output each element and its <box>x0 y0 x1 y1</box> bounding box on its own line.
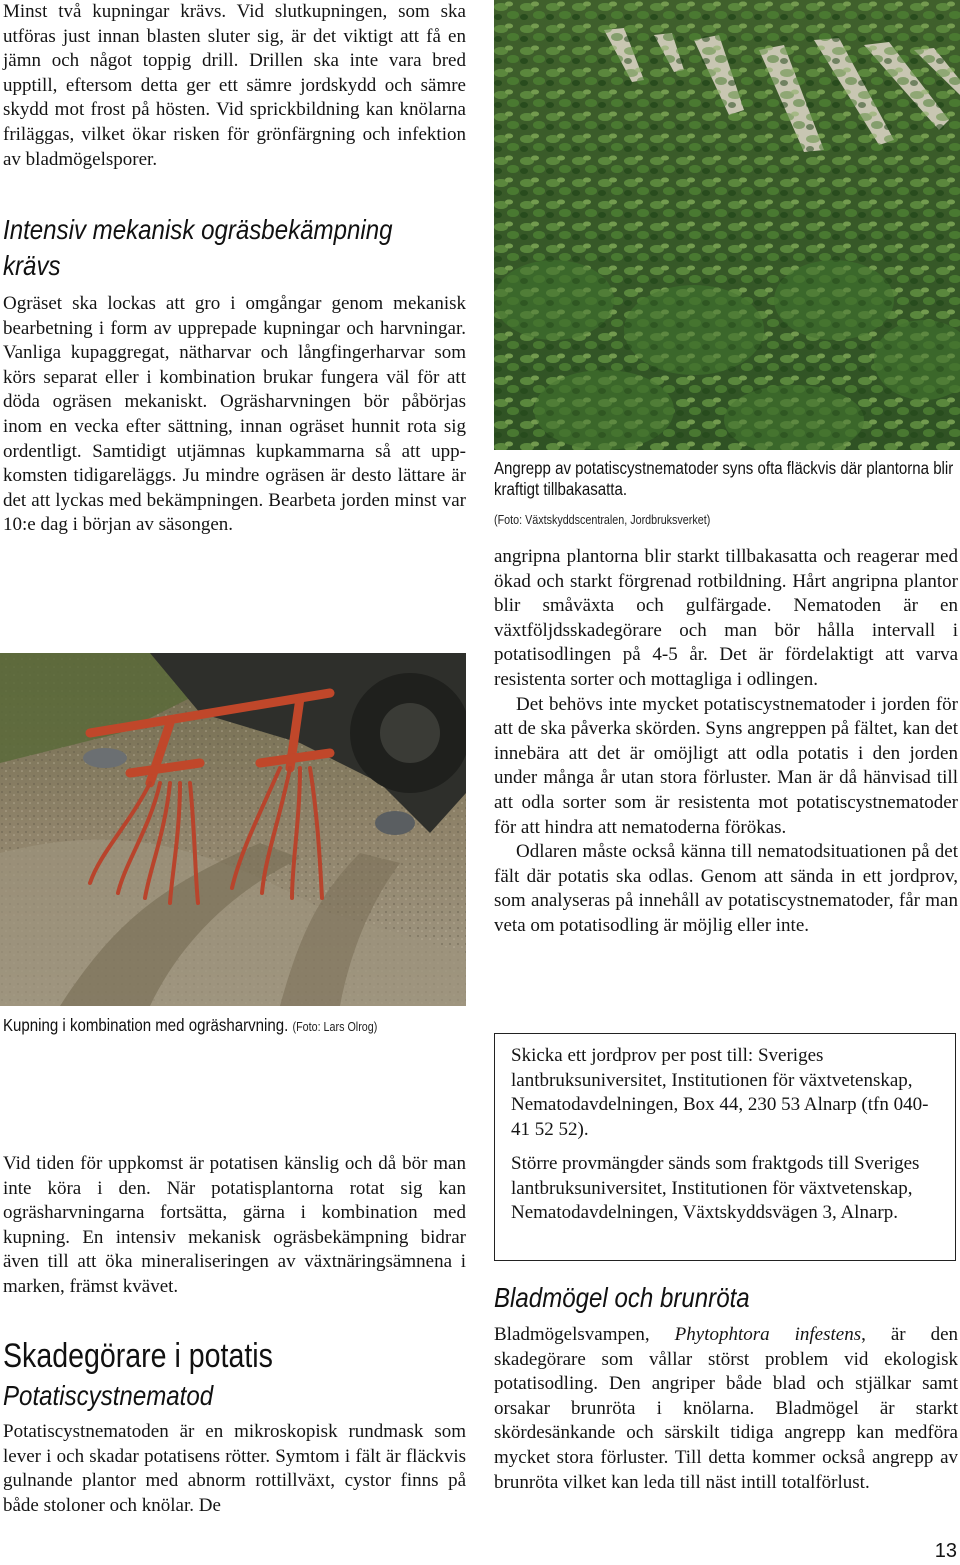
pests-heading: Skadegörare i potatis <box>3 1337 273 1375</box>
intro-paragraph: Minst två kupningar krävs. Vid slutkupningen, som ska utföras just innan blasten sluter sig, är det viktigt att få en jämn och något toppig drill. Drillen ska inte vara bred upptill, eftersom detta ger ett sämre jordskydd och sämre skydd mot frost på hösten. Vid sprickbildning kan knölarna friläggas, vilket ökar risken för grönfärgning och infektion av bladmögelsporer. <box>3 1 466 170</box>
nematode-paragraph: Potatiscystnematoden är en mikroskopisk rundmask som lever i och skadar potatisens rötter. Symtom i fält är fläckvis gulnande plantor med abnorm rottillväxt, cystor finns på både stoloner och knölar. De <box>3 1421 466 1516</box>
hilling-harrow-photo <box>0 653 466 1006</box>
nematode-heading-wrap <box>3 1378 466 1414</box>
blight-paragraph-wrap <box>494 1323 958 1495</box>
left-column <box>3 0 466 172</box>
weed-paragraph-wrap <box>3 292 466 538</box>
blight-text-before: Bladmögelsvampen, <box>494 1324 650 1345</box>
blight-heading-wrap <box>494 1280 958 1316</box>
box-paragraph-1: Skicka ett jordprov per post till: Sveriges lantbruksuniversitet, Institutionen för växtvetenskap, Nematodavdelningen, Box 44, 230 53 Alnarp (tfn 040-41 52 52). <box>511 1045 929 1140</box>
blight-species-name: Phytophtora infestens <box>674 1324 862 1345</box>
nematode-heading: Potatiscystnematod <box>3 1380 214 1411</box>
left-caption-wrap <box>3 1015 466 1038</box>
blight-text-after: , är den skadegörare som vållar störst problem vid ekologisk potatisodling. Den angriper både blad och stjälkar samt orsakar brunröta i knölarna. Bladmögel är starkt skördesänkande och särskilt tidiga angrepp kan medföra mycket stora förluster. Till detta kommer också angrepp av brunröta vilket kan leda till näst intill totalförlust. <box>494 1324 959 1493</box>
pests-heading-wrap <box>3 1336 466 1376</box>
potato-field-photo <box>494 0 960 450</box>
right-text-wrap <box>494 545 958 939</box>
right-paragraph-2: Det behövs inte mycket potatiscystnematoder i jorden för att de ska påverka skörden. Syns angreppen på fältet, kan det innebära att det är omöjligt att odla potatis i den jorden under många år utan stora förluster. Man är då hänvisad till att odla sorter som är resistenta mot potatiscystnematoder för att hindra att nematoderna förökas. <box>494 693 958 838</box>
soil-sample-box <box>494 1033 956 1261</box>
weed-control-heading-line1: Intensiv mekanisk ogräsbekämpning <box>3 214 393 245</box>
weed-control-section <box>3 212 466 284</box>
box-paragraph-2: Större provmängder sänds som fraktgods till Sveriges lantbruksuniversitet, Institutionen för växtvetenskap, Nematodavdelningen, Växtskyddsvägen 3, Alnarp. <box>511 1153 920 1223</box>
right-caption-wrap <box>494 458 958 500</box>
right-photo-credit: (Foto: Växtskyddscentralen, Jordbruksverket) <box>494 513 711 527</box>
weed-control-heading-line2: krävs <box>3 250 61 281</box>
weed-paragraph: Ogräset ska lockas att gro i omgångar genom mekanisk bearbetning i form av upprepade kupningar och harvningar. Vanliga kupaggregat, nätharvar och långfingerharvar som körs separat eller i kombination brukar fungera väl för att döda ogräsen mekaniskt. Ogräsharvningen bör påbörjas inom en vecka efter sättning, innan ogräset hunnit rota sig ordentligt. Samtidigt utjämnas kupkammarna så att uppkomsten tidigareläggs. Ju mindre ogräsen är desto lättare är det att lyckas med bekämpningen. Bearbeta jorden minst var 10:e dag i början av säsongen. <box>3 293 466 536</box>
right-credit-wrap <box>494 513 958 527</box>
right-paragraph-1: angripna plantorna blir starkt tillbakasatta och reagerar med ökad och starkt förgrenad rotbildning. Hårt angripna plantor blir småväxta och gulfärgade. Nematoden är en växtföljdsskadegörare och man bör hålla intervall i potatisodlingen på 4-5 år. Det är fördelaktigt att varva resistenta sorter och mottagliga i odlingen. <box>494 546 958 690</box>
emergence-wrap <box>3 1152 466 1300</box>
left-caption-text: Kupning i kombination med ogräsharvning. <box>3 1015 289 1035</box>
weed-control-heading <box>3 212 467 284</box>
blight-heading: Bladmögel och brunröta <box>494 1282 750 1313</box>
emergence-paragraph: Vid tiden för uppkomst är potatisen känslig och då bör man inte köra i den. När potatisplantorna rotat sig kan ogräsharvningarna fortsätta, gärna i kombination med kupning. En intensiv mekanisk ogräsbekämpning bidrar även till att öka mineraliseringen av växtnäringsämnena i marken, främst kvävet. <box>3 1153 466 1297</box>
right-paragraph-3: Odlaren måste också känna till nematodsituationen på det fält där potatis ska odlas. Genom att sända in ett jordprov, som analyseras på innehåll av potatiscystnematoder, får man veta om potatisodling är möjlig eller inte. <box>494 841 958 936</box>
left-photo-credit: (Foto: Lars Olrog) <box>292 1020 378 1034</box>
left-photo-caption <box>3 1015 467 1038</box>
blight-paragraph <box>494 1323 958 1495</box>
right-photo-caption: Angrepp av potatiscystnematoder syns ofta fläckvis där plantorna blir kraftigt tillbakasatta. <box>494 458 954 499</box>
page-number: 13 <box>934 1540 957 1562</box>
nematode-paragraph-wrap <box>3 1420 466 1518</box>
